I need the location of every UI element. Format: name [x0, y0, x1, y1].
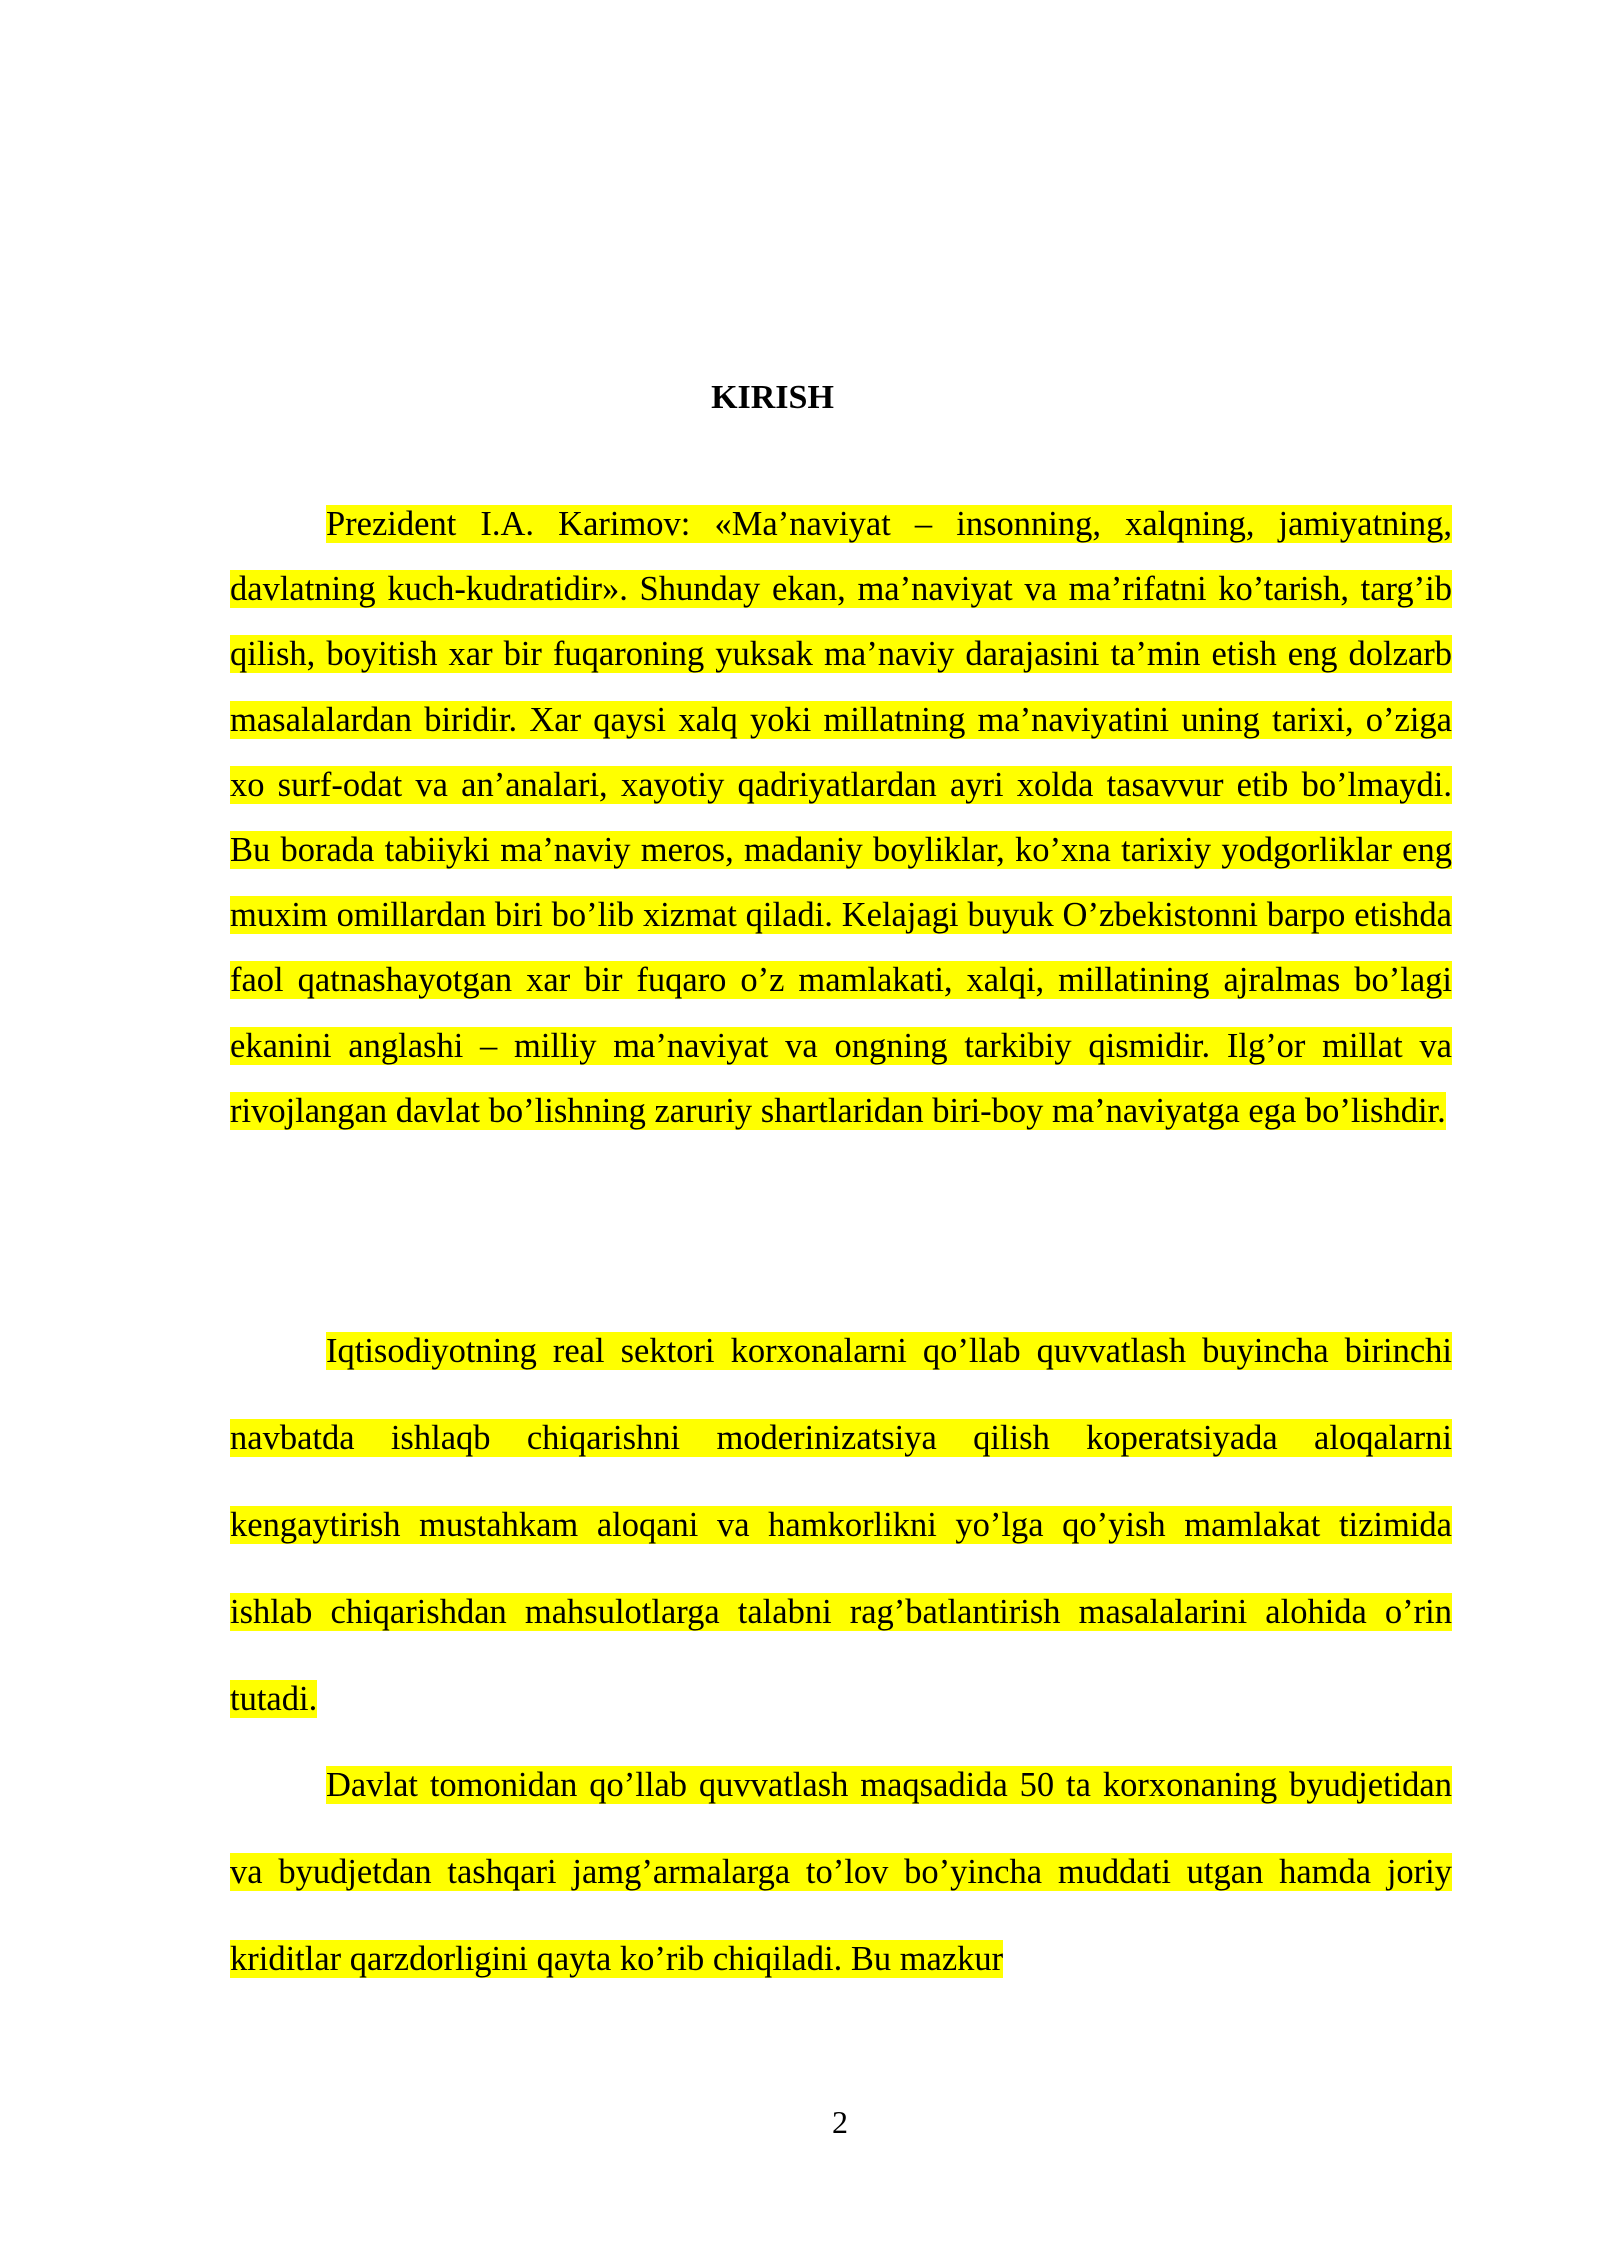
- page-title: KIRISH: [711, 379, 834, 416]
- paragraph-state-support: [230, 1742, 1452, 2003]
- paragraph-state-support-text: Davlat tomonidan qo’llab quvvatlash maqsadida 50 ta korxonaning byudjetidan va byudjetdan tashqari jamg’armalarga to’lov bo’yincha muddati utgan hamda joriy kriditlar qarzdorligini qayta ko’rib chiqiladi. Bu mazkur: [230, 1766, 1452, 1978]
- paragraph-real-sector-text: Iqtisodiyotning real sektori korxonalarni qo’llab quvvatlash buyincha birinchi navbatda ishlaqb chiqarishni moderinizatsiya qilish koperatsiyada aloqalarni kengaytirish mustahkam aloqani va hamkorlikni yo’lga qo’yish mamlakat tizimida ishlab chiqarishdan mahsulotlarga talabni rag’batlantirish masalalarini alohida o’rin tutadi.: [230, 1332, 1452, 1718]
- paragraph-intro-text: Prezident I.A. Karimov: «Ma’naviyat – insonning, xalqning, jamiyatning, davlatning kuch-kudratidir». Shunday ekan, ma’naviyat va ma’rifatni ko’tarish, targ’ib qilish, boyitish xar bir fuqaroning yuksak ma’naviy darajasini ta’min etish eng dolzarb masalalardan biridir. Xar qaysi xalq yoki millatning ma’naviyatini uning tarixi, o’ziga xo surf-odat va an’analari, xayotiy qadriyatlardan ayri xolda tasavvur etib bo’lmaydi. Bu borada tabiiyki ma’naviy meros, madaniy boyliklar, ko’xna tarixiy yodgorliklar eng muxim omillardan biri bo’lib xizmat qiladi. Kelajagi buyuk O’zbekistonni barpo etishda faol qatnashayotgan xar bir fuqaro o’z mamlakati, xalqi, millatining ajralmas bo’lagi ekanini anglashi – milliy ma’naviyat va ongning tarkibiy qismidir. Ilg’or millat va rivojlangan davlat bo’lishning zaruriy shartlaridan biri-boy ma’naviyatga ega bo’lishdir.: [230, 505, 1452, 1130]
- paragraph-intro: [230, 492, 1452, 1144]
- paragraph-real-sector: [230, 1308, 1452, 1743]
- page-number: 2: [832, 2104, 848, 2140]
